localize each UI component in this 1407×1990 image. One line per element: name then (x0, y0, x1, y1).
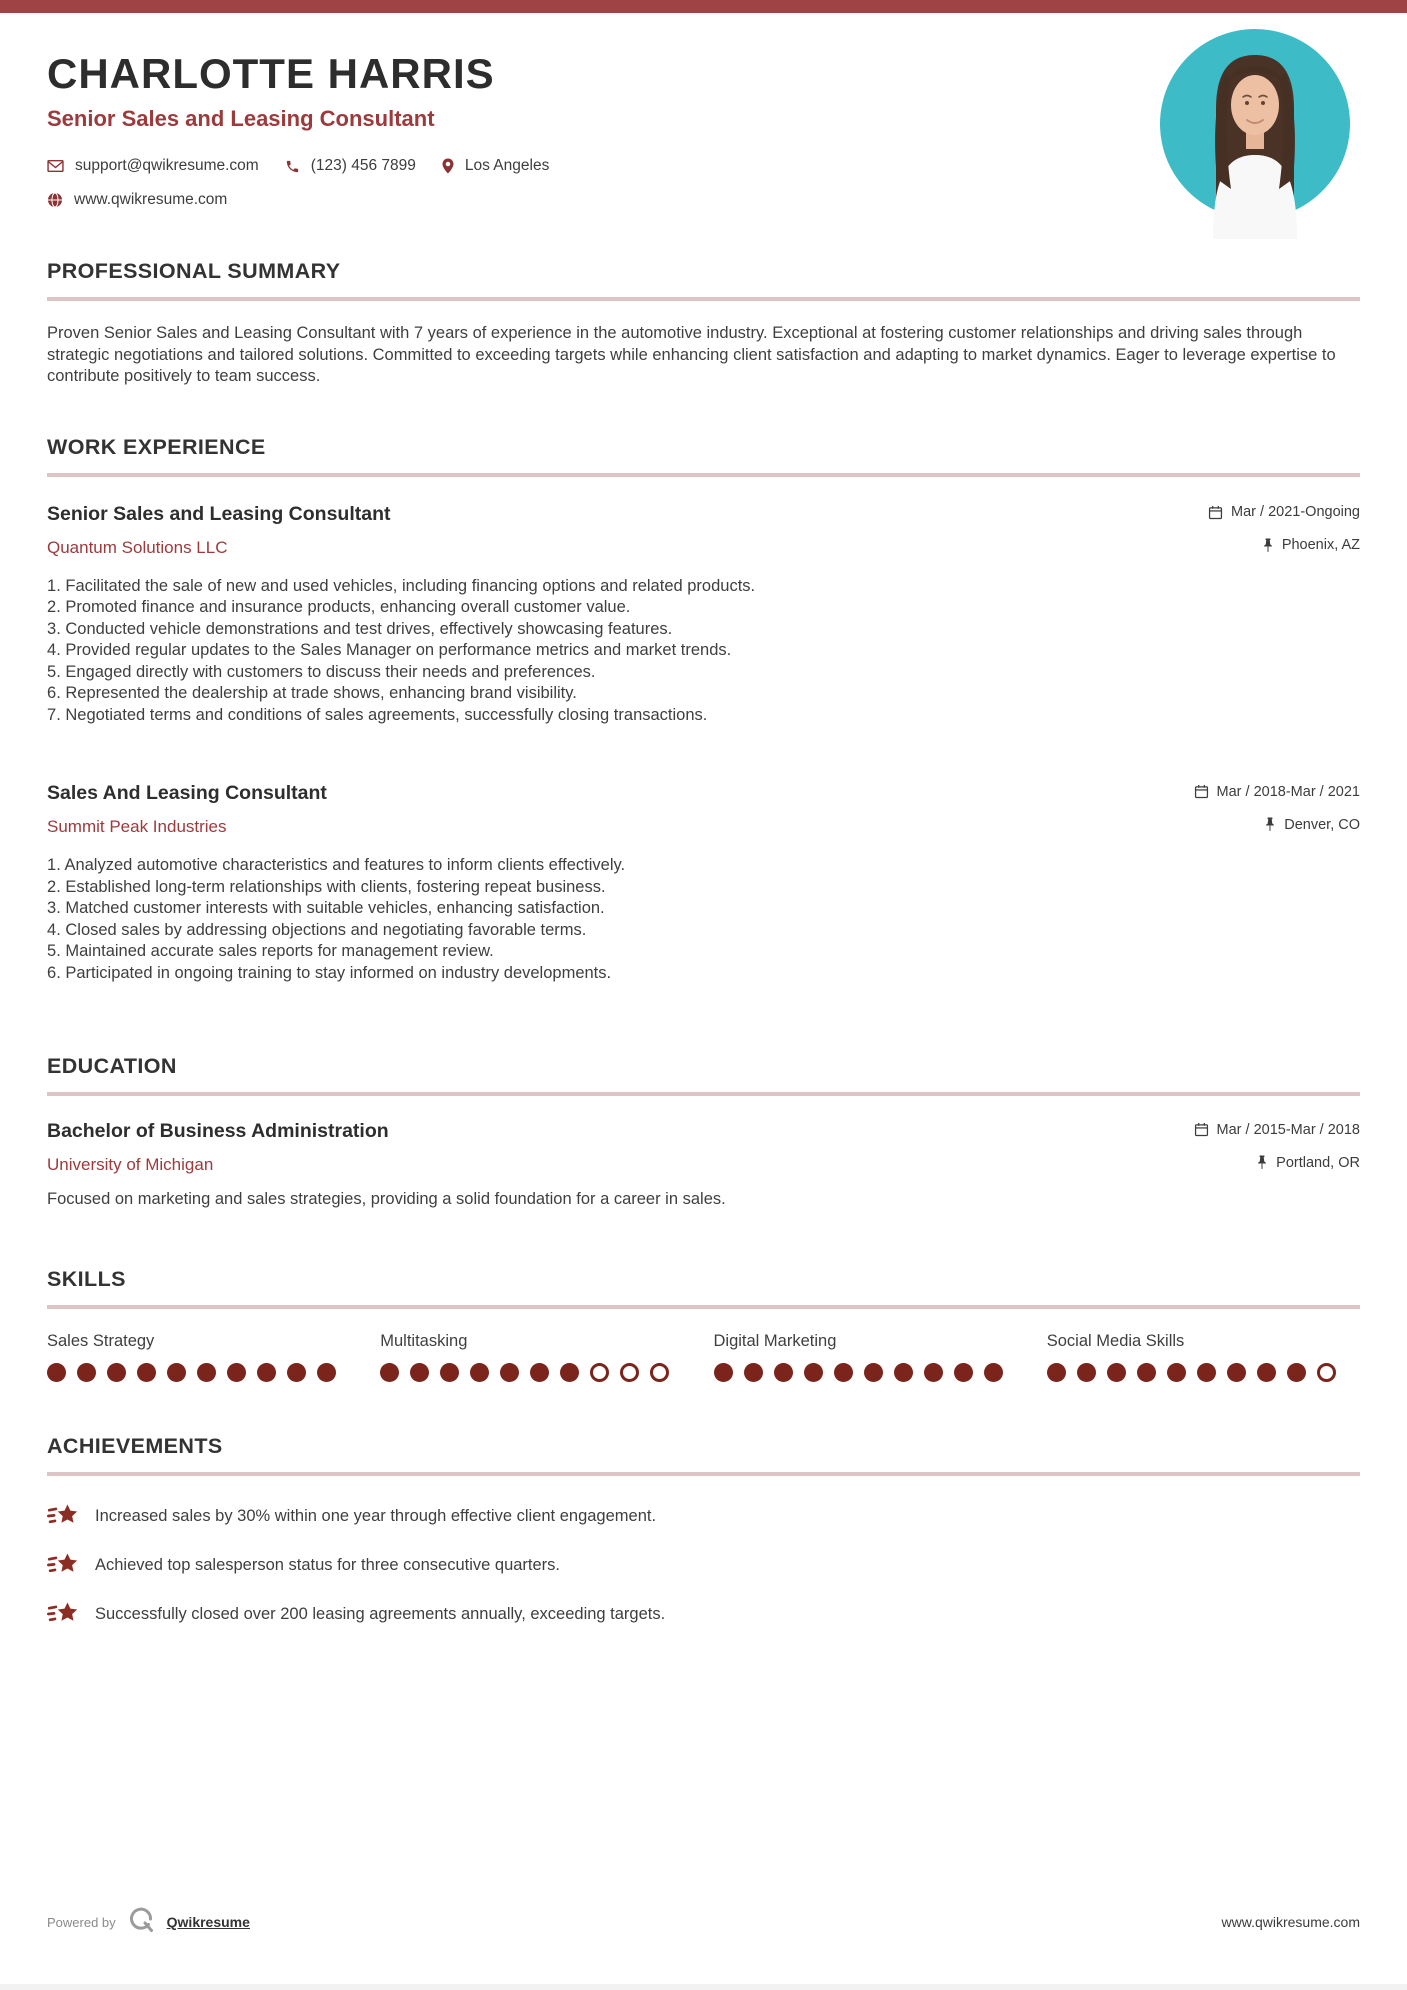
location-pin-icon (442, 158, 454, 174)
skill-name: Sales Strategy (47, 1332, 155, 1351)
rating-dot-filled (560, 1363, 579, 1382)
job-location-text: Phoenix, AZ (1281, 537, 1360, 554)
pushpin-icon (1264, 817, 1276, 832)
rating-dot-filled (380, 1363, 399, 1382)
header (0, 13, 1407, 209)
calendar-icon (1194, 784, 1209, 799)
job-duty-item: Facilitated the sale of new and used vehicles, including financing options and related products. (65, 576, 756, 595)
achievement-star-icon (47, 1502, 79, 1530)
job-company: Summit Peak Industries (47, 817, 227, 837)
section-professional-summary (47, 259, 1360, 388)
rating-dot-filled (1197, 1363, 1216, 1382)
job-dates (1208, 504, 1360, 520)
rating-dot-filled (744, 1363, 763, 1382)
achievement-item (47, 1600, 1360, 1628)
section-divider (47, 1472, 1360, 1476)
rating-dot-filled (714, 1363, 733, 1382)
experience-heading: WORK EXPERIENCE (47, 434, 266, 459)
page-bottom-edge (0, 1984, 1407, 1990)
achievement-text: Increased sales by 30% within one year through effective client engagement. (95, 1506, 657, 1525)
rating-dot-filled (864, 1363, 883, 1382)
skill-item (380, 1332, 693, 1382)
rating-dot-filled (1107, 1363, 1126, 1382)
job-entry (47, 503, 1360, 727)
skill-item (714, 1332, 1027, 1382)
section-achievements (47, 1434, 1360, 1628)
achievement-star-icon (47, 1600, 79, 1628)
skill-rating-dots (380, 1363, 693, 1382)
achievements-list (47, 1502, 1360, 1628)
job-duty-item: Conducted vehicle demonstrations and test drives, effectively showcasing features. (65, 619, 673, 638)
job-duty-item: Participated in ongoing training to stay informed on industry developments. (65, 963, 612, 982)
rating-dot-filled (1167, 1363, 1186, 1382)
job-location (1264, 817, 1360, 833)
rating-dot-filled (924, 1363, 943, 1382)
job-dates-text: Mar / 2021-Ongoing (1231, 504, 1360, 521)
rating-dot-filled (1227, 1363, 1246, 1382)
education-location-text: Portland, OR (1276, 1154, 1360, 1171)
contact-phone (285, 157, 416, 175)
job-duties-list (47, 855, 1360, 984)
section-divider (47, 1305, 1360, 1309)
rating-dot-filled (1287, 1363, 1306, 1382)
rating-dot-filled (410, 1363, 429, 1382)
rating-dot-empty (1317, 1363, 1336, 1382)
section-education (47, 1054, 1360, 1209)
qwikresume-brand-link[interactable]: Qwikresume (166, 1914, 250, 1930)
rating-dot-filled (1047, 1363, 1066, 1382)
job-title: Sales And Leasing Consultant (47, 782, 327, 805)
rating-dot-filled (984, 1363, 1003, 1382)
achievement-text: Achieved top salesperson status for three consecutive quarters. (95, 1555, 561, 1574)
skill-rating-dots (47, 1363, 360, 1382)
email-text[interactable]: support@qwikresume.com (75, 157, 259, 175)
job-entry (47, 782, 1360, 984)
rating-dot-filled (77, 1363, 96, 1382)
job-duty-item: Established long-term relationships with clients, fostering repeat business. (65, 877, 606, 896)
job-dates (1194, 784, 1360, 800)
footer (0, 1906, 1407, 1990)
powered-by-label: Powered by (47, 1914, 116, 1930)
job-company: Quantum Solutions LLC (47, 537, 228, 557)
skills-grid (47, 1332, 1360, 1382)
skills-heading: SKILLS (47, 1267, 126, 1292)
page-title: CHARLOTTE HARRIS (47, 50, 495, 97)
rating-dot-filled (1137, 1363, 1156, 1382)
job-duty-item: Closed sales by addressing objections and negotiating favorable terms. (65, 920, 587, 939)
pushpin-icon (1262, 538, 1274, 553)
job-duties-list (47, 576, 1360, 727)
job-duty-item: Negotiated terms and conditions of sales agreements, successfully closing transactions. (65, 705, 708, 724)
skill-rating-dots (1047, 1363, 1360, 1382)
calendar-icon (1194, 1122, 1209, 1137)
skill-name: Digital Marketing (713, 1332, 837, 1351)
rating-dot-filled (137, 1363, 156, 1382)
globe-icon (47, 192, 63, 208)
section-divider (47, 297, 1360, 301)
skill-item (47, 1332, 360, 1382)
education-dates (1194, 1122, 1360, 1138)
skill-name: Multitasking (380, 1332, 468, 1351)
pushpin-icon (1256, 1155, 1268, 1170)
education-heading: EDUCATION (47, 1054, 177, 1079)
rating-dot-empty (590, 1363, 609, 1382)
contact-email (47, 157, 259, 175)
achievement-item (47, 1502, 1360, 1530)
rating-dot-filled (804, 1363, 823, 1382)
contact-location (442, 157, 549, 175)
achievements-heading: ACHIEVEMENTS (47, 1434, 223, 1459)
rating-dot-filled (500, 1363, 519, 1382)
job-duty-item: Engaged directly with customers to discuss their needs and preferences. (65, 662, 596, 681)
job-duty-item: Maintained accurate sales reports for management review. (65, 942, 494, 961)
summary-heading: PROFESSIONAL SUMMARY (47, 259, 341, 284)
job-duty-item: Represented the dealership at trade shows, enhancing brand visibility. (65, 684, 577, 703)
phone-icon (285, 159, 300, 174)
rating-dot-filled (107, 1363, 126, 1382)
rating-dot-filled (287, 1363, 306, 1382)
rating-dot-filled (954, 1363, 973, 1382)
rating-dot-filled (227, 1363, 246, 1382)
skill-rating-dots (714, 1363, 1027, 1382)
section-skills (47, 1267, 1360, 1382)
education-entry (47, 1120, 1360, 1209)
resume-page (0, 13, 1407, 1990)
phone-text: (123) 456 7899 (310, 157, 416, 175)
rating-dot-filled (774, 1363, 793, 1382)
rating-dot-empty (650, 1363, 669, 1382)
calendar-icon (1208, 505, 1223, 520)
rating-dot-filled (257, 1363, 276, 1382)
jobs-container (47, 503, 1360, 985)
achievement-text: Successfully closed over 200 leasing agreements annually, exceeding targets. (95, 1604, 666, 1623)
qwikresume-logo-icon (128, 1906, 155, 1938)
job-location-text: Denver, CO (1284, 816, 1360, 833)
rating-dot-filled (470, 1363, 489, 1382)
job-location (1262, 537, 1360, 553)
contact-website (47, 191, 227, 209)
skill-name: Social Media Skills (1046, 1332, 1185, 1351)
section-divider (47, 473, 1360, 477)
education-location (1256, 1155, 1360, 1171)
rating-dot-filled (1257, 1363, 1276, 1382)
rating-dot-filled (317, 1363, 336, 1382)
location-text: Los Angeles (464, 157, 550, 175)
rating-dot-filled (1077, 1363, 1096, 1382)
rating-dot-filled (47, 1363, 66, 1382)
summary-text: Proven Senior Sales and Leasing Consultant with 7 years of experience in the automotive industry. Exceptional at fostering customer relationships and driving sales through strategic negotiations and tailored solutions. Committed to exceeding targets while enhancing client satisfaction and adapting to market dynamics. Eager to leverage expertise to contribute positively to team success. (47, 324, 1336, 386)
job-duty-item: Analyzed automotive characteristics and features to inform clients effectively. (64, 856, 626, 875)
rating-dot-filled (167, 1363, 186, 1382)
achievement-star-icon (47, 1551, 79, 1579)
main-content (0, 209, 1407, 1649)
rating-dot-empty (620, 1363, 639, 1382)
email-icon (47, 159, 64, 173)
avatar (1155, 27, 1355, 239)
job-duty-item: Promoted finance and insurance products, enhancing overall customer value. (65, 598, 631, 617)
section-work-experience (47, 435, 1360, 985)
person-job-title: Senior Sales and Leasing Consultant (47, 106, 435, 132)
top-accent-bar (0, 0, 1407, 13)
job-title: Senior Sales and Leasing Consultant (47, 502, 391, 525)
rating-dot-filled (440, 1363, 459, 1382)
job-duty-item: Provided regular updates to the Sales Manager on performance metrics and market trends. (65, 641, 732, 660)
education-dates-text: Mar / 2015-Mar / 2018 (1216, 1121, 1360, 1138)
rating-dot-filled (894, 1363, 913, 1382)
rating-dot-filled (834, 1363, 853, 1382)
website-text[interactable]: www.qwikresume.com (74, 191, 228, 209)
rating-dot-filled (197, 1363, 216, 1382)
education-degree: Bachelor of Business Administration (47, 1120, 389, 1143)
skill-item (1047, 1332, 1360, 1382)
job-duty-item: Matched customer interests with suitable vehicles, enhancing satisfaction. (65, 899, 605, 918)
footer-website-link[interactable]: www.qwikresume.com (1221, 1914, 1360, 1930)
education-school: University of Michigan (47, 1155, 214, 1175)
section-divider (47, 1092, 1360, 1096)
rating-dot-filled (530, 1363, 549, 1382)
achievement-item (47, 1551, 1360, 1579)
job-dates-text: Mar / 2018-Mar / 2021 (1216, 783, 1360, 800)
education-description: Focused on marketing and sales strategies, providing a solid foundation for a career in sales. (47, 1190, 726, 1209)
